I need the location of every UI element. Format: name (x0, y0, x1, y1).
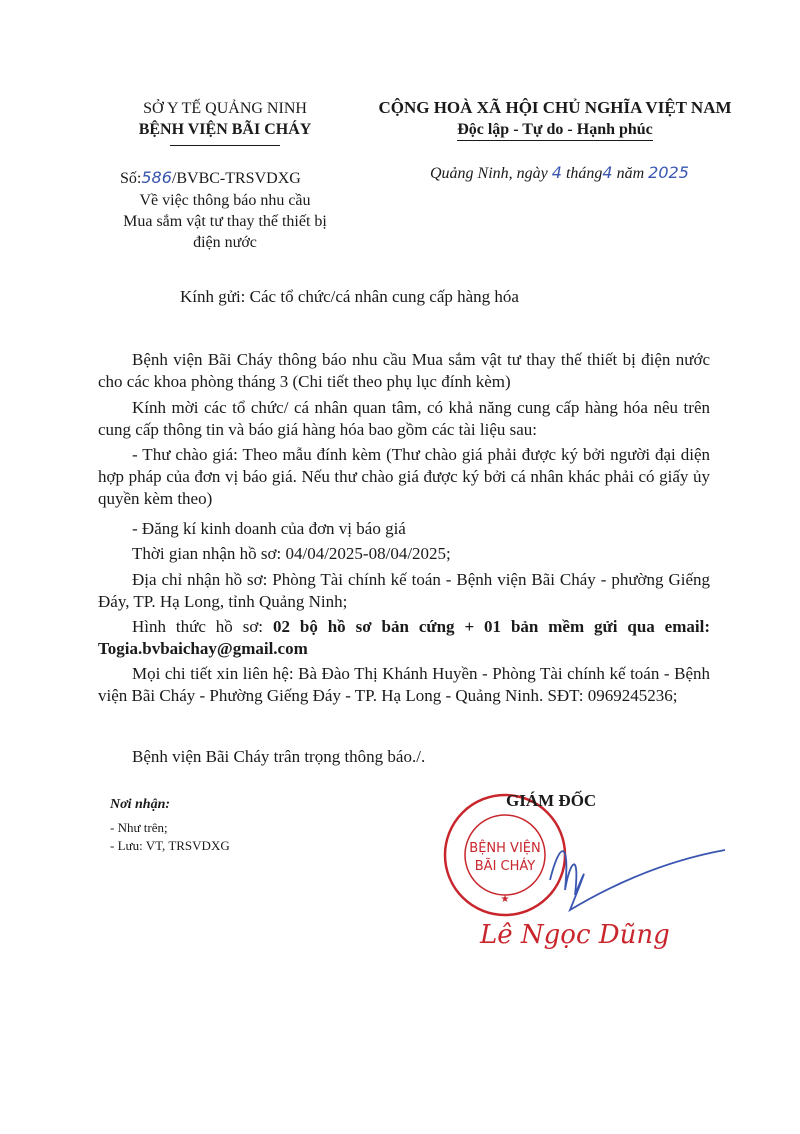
paragraph: Bệnh viện Bãi Cháy trân trọng thông báo./. (132, 747, 426, 766)
stamp-line-2: BÃI CHÁY (474, 859, 536, 874)
stamp-line-1: BỆNH VIỆN (469, 841, 541, 856)
stamp-star-icon: ★ (500, 894, 510, 905)
doc-number-suffix: /BVBC-TRSVDXG (171, 170, 301, 187)
national-title: CỘNG HOÀ XÃ HỘI CHỦ NGHĨA VIỆT NAM (378, 98, 732, 117)
date-place: Quảng Ninh, ngày (430, 165, 548, 182)
paragraph: Kính mời các tổ chức/ cá nhân quan tâm, có khả năng cung cấp hàng hóa nêu trên cung cấp thông tin và báo giá hàng hóa bao gồm các tài liệu sau: (98, 398, 710, 439)
paragraph: Địa chỉ nhận hồ sơ: Phòng Tài chính kế toán - Bệnh viện Bãi Cháy - phường Giếng Đáy, TP. Hạ Long, tỉnh Quảng Ninh; (98, 570, 710, 611)
signer-position: GIÁM ĐỐC (506, 791, 597, 810)
date-day: 4 (551, 163, 562, 182)
addressee: Kính gửi: Các tổ chức/cá nhân cung cấp hàng hóa (180, 287, 519, 306)
paragraph: - Đăng kí kinh doanh của đơn vị báo giá (132, 519, 406, 538)
national-motto (360, 121, 750, 139)
recipients-title: Nơi nhận: (110, 797, 171, 812)
paragraph: Thời gian nhận hồ sơ: 04/04/2025-08/04/2025; (132, 544, 451, 563)
paragraph: - Thư chào giá: Theo mẫu đính kèm (Thư chào giá phải được ký bởi người đại diện hợp pháp của đơn vị báo giá. Nếu thư chào giá được ký bởi cá nhân khác phải có giấy ủy quyền kèm theo) (98, 445, 710, 508)
submission-label: Hình thức hồ sơ: (132, 617, 273, 636)
paragraph: Bệnh viện Bãi Cháy thông báo nhu cầu Mua sắm vật tư thay thế thiết bị điện nước cho các khoa phòng tháng 3 (Chi tiết theo phụ lục đính kèm) (98, 350, 710, 391)
subject-line: điện nước (193, 234, 257, 251)
document-subject (100, 190, 350, 253)
document-number (120, 168, 301, 188)
signature-scribble (540, 820, 730, 920)
signer-name: Lê Ngọc Dũng (480, 920, 670, 950)
recipient-item: - Lưu: VT, TRSVDXG (110, 838, 230, 853)
subject-line: Về việc thông báo nhu cầu (139, 192, 311, 209)
submission-format: 02 bộ hồ sơ bản cứng + 01 bản mềm gửi qua email: Togia.bvbaichay@gmail.com (98, 617, 711, 658)
paragraph: Mọi chi tiết xin liên hệ: Bà Đào Thị Khánh Huyền - Phòng Tài chính kế toán - Bệnh viện Bãi Cháy - Phường Giếng Đáy - TP. Hạ Long - Quảng Ninh. SĐT: 0969245236; (98, 664, 710, 705)
agency-name: SỞ Y TẾ QUẢNG NINH (143, 100, 307, 117)
motto-text: Độc lập - Tự do - Hạnh phúc (457, 121, 653, 141)
date-year-label: năm (616, 165, 645, 182)
date-line (430, 163, 689, 183)
recipient-item: - Như trên; (110, 820, 168, 835)
subject-line: Mua sắm vật tư thay thế thiết bị (123, 213, 327, 230)
date-month: 4 (602, 163, 613, 182)
hospital-name: BỆNH VIỆN BÃI CHÁY (138, 121, 312, 138)
paragraph (98, 616, 710, 660)
doc-number-handwritten: 586 (141, 168, 172, 187)
hospital-underline (170, 145, 280, 146)
doc-number-prefix: Số: (120, 170, 142, 187)
date-year: 2025 (648, 163, 689, 182)
date-month-label: tháng (565, 165, 603, 182)
